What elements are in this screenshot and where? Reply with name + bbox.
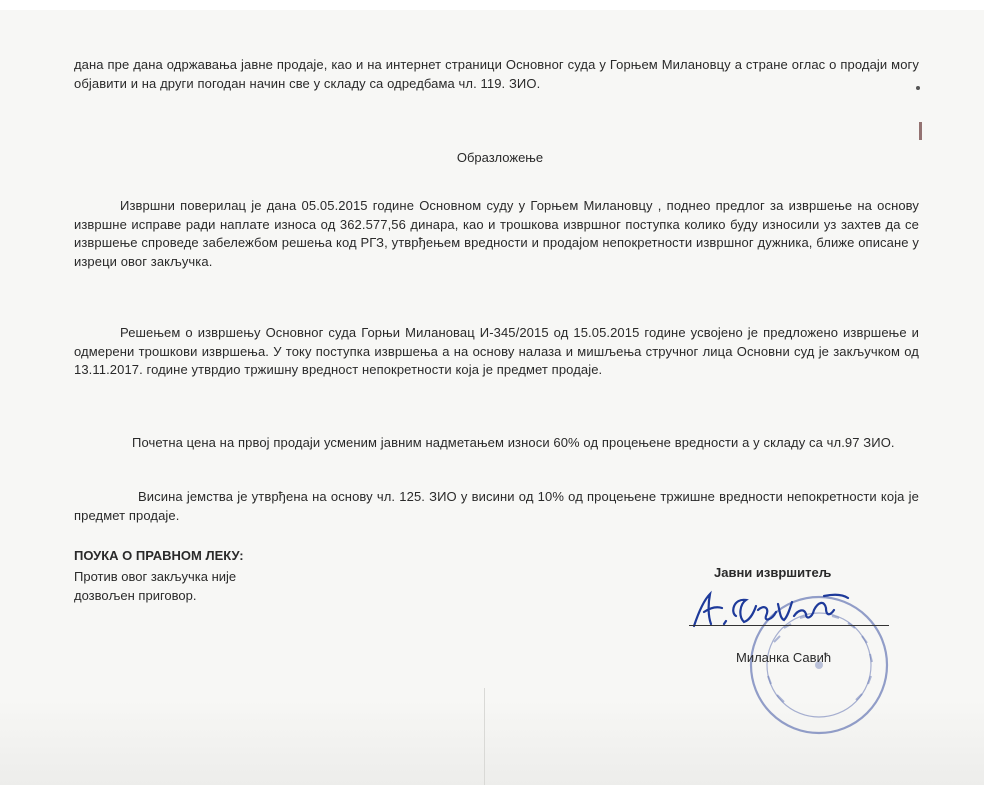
legal-remedy-heading: ПОУКА О ПРАВНОМ ЛЕКУ: [74,548,244,563]
legal-remedy-note [74,567,334,605]
signatory-name: Миланка Савић [736,650,832,665]
signatory-title: Јавни извршитељ [714,565,832,580]
paragraph-2: Решењем о извршењу Основног суда Горњи Милановац И-345/2015 од 15.05.2015 године усвојено је предложено извршење и одмерени трошкови извршења. У току поступка извршења а на основу налаза и мишљења стручног лица Основни суд је закључком од 13.11.2017. године утврдио тржишну вредност непокретности која је предмет продаје. [74,325,919,377]
signature-line [689,625,889,626]
legal-remedy-line-1: Против овог закључка није [74,569,237,584]
paper-fold-line [484,688,485,785]
intro-paragraph: дана пре дана одржавања јавне продаје, као и на интернет страници Основног суда у Горњем Милановцу а стране оглас о продаји могу објавити и на други погодан начин све у складу са одредбама чл. 119. ЗИО. [74,57,919,91]
paragraph-3: Почетна цена на првој продаји усменим јавним надметањем износи 60% од процењене вредности а у складу са чл.97 ЗИО. [132,435,895,450]
paragraph-1: Извршни поверилац је дана 05.05.2015 године Основном суду у Горњем Милановцу , поднео предлог за извршење на основу извршне исправе ради наплате износа од 362.577,56 динара, као и трошкова извршног поступка колико буду износили уз захтев да се извршење спроведе забележбом решења код РГЗ, утврђењем вредности и продајом непокретности извршног дужника, ближе описане у изреци овог закључка. [74,198,919,269]
scan-border-top [0,0,1000,10]
ink-stroke-mark [919,122,922,140]
section-title: Образложење [456,150,544,165]
paragraph-4: Висина јемства је утврђена на основу чл. 125. ЗИО у висини од 10% од процењене тржишне вредности непокретности која је предмет продаје. [74,489,919,523]
legal-remedy-line-2: дозвољен приговор. [74,588,197,603]
scan-border-right [984,0,1000,785]
